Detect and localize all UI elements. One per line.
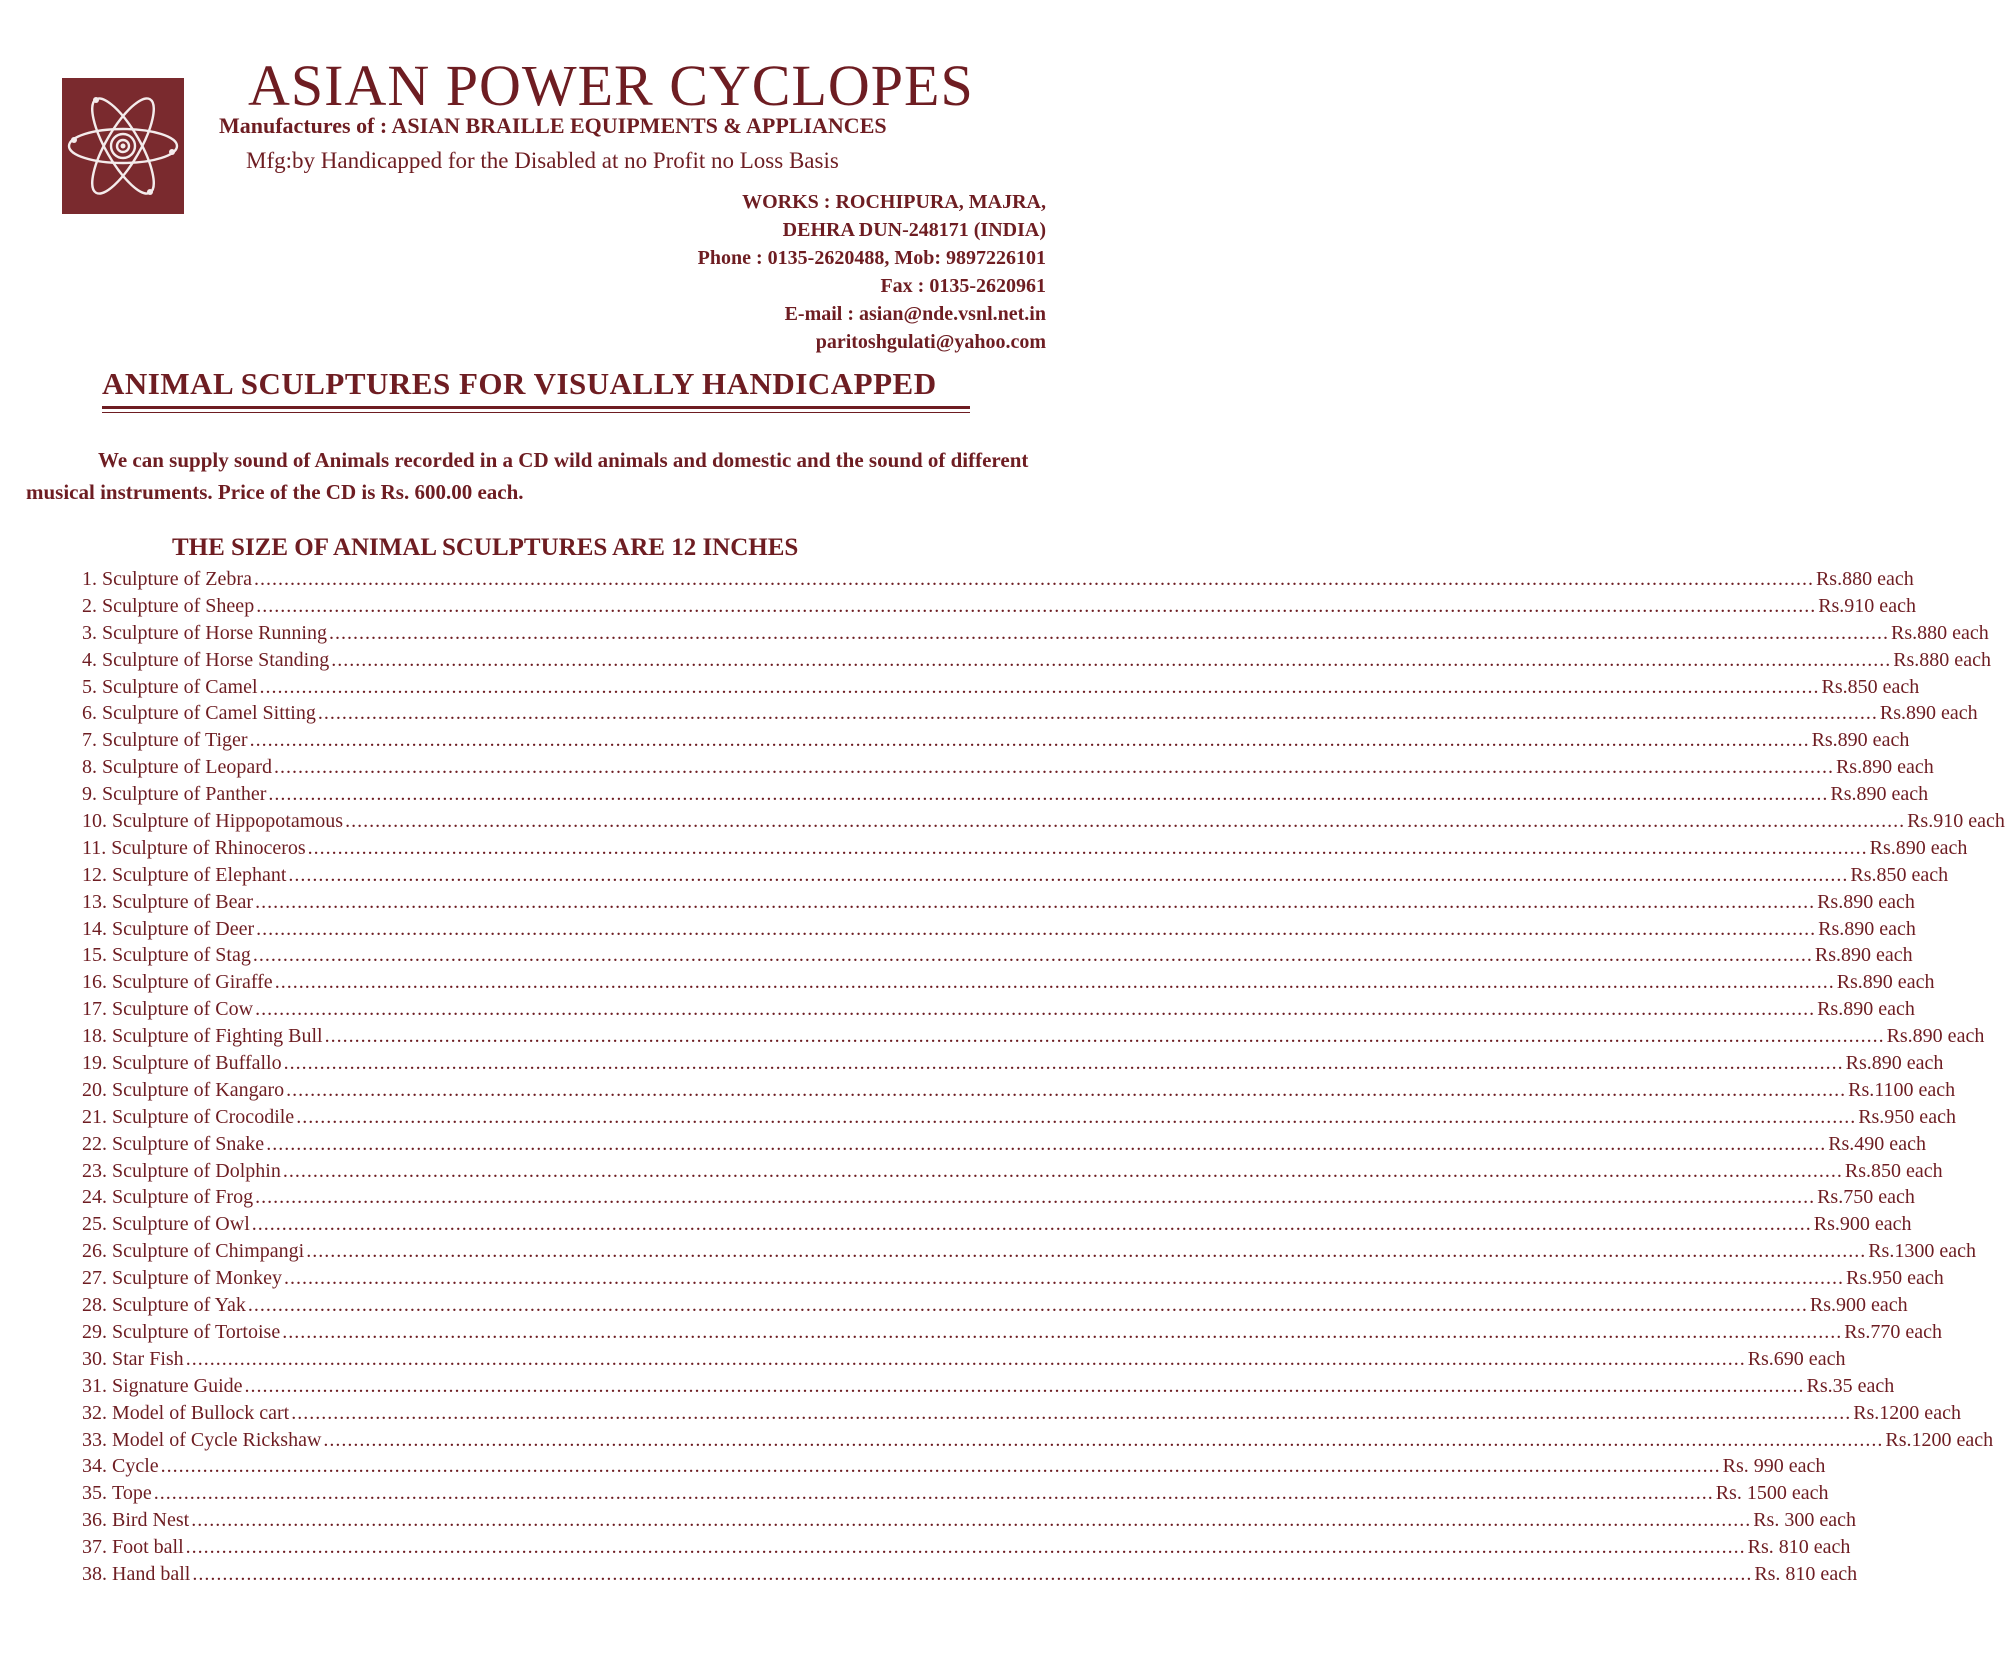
dot-leader: ....................................................................................................................................................................................................................................................................	[259, 675, 1820, 698]
dot-leader: ....................................................................................................................................................................................................................................................................	[283, 1267, 1844, 1290]
item-number: 15.	[82, 944, 107, 967]
list-item	[82, 1534, 1851, 1561]
item-price: Rs.910 each	[1907, 810, 2005, 833]
dot-leader: ....................................................................................................................................................................................................................................................................	[273, 756, 1834, 779]
dot-leader: ....................................................................................................................................................................................................................................................................	[296, 1105, 1857, 1128]
dot-leader: ....................................................................................................................................................................................................................................................................	[266, 1132, 1827, 1155]
list-item	[82, 566, 1914, 593]
dot-leader: ....................................................................................................................................................................................................................................................................	[345, 810, 1906, 833]
dot-leader: ....................................................................................................................................................................................................................................................................	[274, 971, 1835, 994]
item-number: 31.	[82, 1374, 107, 1397]
list-item	[82, 969, 1935, 996]
list-item	[82, 754, 1934, 781]
item-price: Rs.890 each	[1835, 756, 1934, 779]
item-price: Rs. 810 each	[1754, 1562, 1858, 1585]
item-name: Sculpture of Panther	[102, 783, 267, 806]
item-price: Rs.890 each	[1879, 702, 1978, 725]
list-item	[82, 727, 1910, 754]
dot-leader: ....................................................................................................................................................................................................................................................................	[282, 1320, 1843, 1343]
item-name: Sculpture of Elephant	[112, 863, 287, 886]
item-price: Rs.910 each	[1818, 594, 1916, 617]
list-item	[82, 1292, 1908, 1319]
list-item	[82, 889, 1915, 916]
item-price: Rs.750 each	[1817, 1186, 1915, 1209]
dot-leader: ....................................................................................................................................................................................................................................................................	[324, 1025, 1885, 1048]
item-number: 25.	[82, 1213, 107, 1236]
item-number: 35.	[82, 1482, 107, 1505]
item-price: Rs. 300 each	[1753, 1509, 1856, 1532]
dot-leader: ....................................................................................................................................................................................................................................................................	[288, 863, 1849, 886]
item-number: 26.	[82, 1240, 107, 1263]
dot-leader: ....................................................................................................................................................................................................................................................................	[283, 1052, 1844, 1075]
dot-leader: ....................................................................................................................................................................................................................................................................	[255, 890, 1816, 913]
company-name: ASIAN POWER CYCLOPES	[248, 53, 974, 118]
list-item	[82, 1480, 1829, 1507]
item-name: Sculpture of Monkey	[112, 1267, 282, 1290]
item-number: 13.	[82, 890, 107, 913]
list-item	[82, 1050, 1944, 1077]
item-name: Model of Bullock cart	[112, 1401, 290, 1424]
item-price: Rs.35 each	[1806, 1374, 1895, 1397]
item-price: Rs. 810 each	[1747, 1536, 1851, 1559]
item-price: Rs.690 each	[1747, 1347, 1846, 1370]
item-name: Sculpture of Bear	[112, 890, 254, 913]
item-name: Sculpture of Cow	[112, 998, 254, 1021]
item-number: 5.	[82, 675, 97, 698]
item-number: 36.	[82, 1509, 107, 1532]
dot-leader: ....................................................................................................................................................................................................................................................................	[323, 1428, 1884, 1451]
item-name: Sculpture of Tortoise	[112, 1320, 281, 1343]
item-number: 32.	[82, 1401, 107, 1424]
item-number: 1.	[82, 568, 97, 590]
dot-leader: ....................................................................................................................................................................................................................................................................	[317, 702, 1878, 725]
list-item	[82, 1319, 1942, 1346]
dot-leader: ....................................................................................................................................................................................................................................................................	[306, 1240, 1867, 1263]
dot-leader: ....................................................................................................................................................................................................................................................................	[251, 1213, 1812, 1236]
item-number: 38.	[82, 1562, 107, 1585]
email-address-2: paritoshgulati@yahoo.com	[815, 331, 1046, 353]
heading-underline	[102, 406, 970, 409]
list-item	[82, 1104, 1956, 1131]
item-name: Bird Nest	[112, 1509, 190, 1532]
list-item	[82, 700, 1978, 727]
item-number: 6.	[82, 702, 97, 725]
list-item	[82, 647, 1991, 674]
dot-leader: ....................................................................................................................................................................................................................................................................	[328, 621, 1889, 644]
price-list	[82, 566, 2005, 1588]
dot-leader: ....................................................................................................................................................................................................................................................................	[282, 1159, 1843, 1182]
item-number: 12.	[82, 863, 107, 886]
fax-number: Fax : 0135-2620961	[880, 275, 1046, 297]
list-item	[82, 862, 1949, 889]
list-item	[82, 1131, 1926, 1158]
document-heading: ANIMAL SCULPTURES FOR VISUALLY HANDICAPPED	[102, 366, 937, 401]
list-item	[82, 1453, 1826, 1480]
item-price: Rs.890 each	[1836, 971, 1935, 994]
item-name: Sculpture of Leopard	[102, 756, 272, 779]
item-number: 7.	[82, 729, 97, 752]
item-name: Sculpture of Sheep	[102, 594, 255, 617]
atom-logo-graphic	[62, 78, 184, 214]
works-address: WORKS : ROCHIPURA, MAJRA,	[742, 191, 1046, 213]
item-number: 2.	[82, 594, 97, 617]
dot-leader: ....................................................................................................................................................................................................................................................................	[256, 594, 1817, 617]
manufactures-line: Manufactures of : ASIAN BRAILLE EQUIPMENTS & APPLIANCES	[219, 113, 887, 138]
item-number: 30.	[82, 1347, 107, 1370]
list-item	[82, 1507, 1856, 1534]
item-name: Sculpture of Deer	[112, 917, 255, 940]
list-item	[82, 1373, 1895, 1400]
item-name: Star Fish	[112, 1347, 184, 1370]
item-number: 9.	[82, 783, 97, 806]
item-name: Model of Cycle Rickshaw	[112, 1428, 322, 1451]
item-price: Rs.770 each	[1844, 1320, 1942, 1343]
item-price: Rs.900 each	[1809, 1294, 1908, 1317]
item-price: Rs.880 each	[1893, 648, 1991, 671]
item-name: Tope	[112, 1482, 152, 1505]
item-name: Foot ball	[112, 1536, 184, 1559]
list-item	[82, 1158, 1943, 1185]
dot-leader: ....................................................................................................................................................................................................................................................................	[153, 1482, 1714, 1505]
item-number: 17.	[82, 998, 107, 1021]
item-name: Sculpture of Frog	[112, 1186, 254, 1209]
item-price: Rs.1300 each	[1868, 1240, 1976, 1263]
dot-leader: ....................................................................................................................................................................................................................................................................	[160, 1455, 1721, 1478]
item-name: Sculpture of Horse Running	[102, 621, 327, 644]
item-price: Rs.1100 each	[1848, 1078, 1956, 1101]
item-number: 10.	[82, 810, 107, 833]
dot-leader: ....................................................................................................................................................................................................................................................................	[185, 1536, 1746, 1559]
item-price: Rs.1200 each	[1853, 1401, 1961, 1424]
item-price: Rs.890 each	[1830, 783, 1929, 806]
item-number: 4.	[82, 648, 97, 671]
item-name: Sculpture of Kangaro	[112, 1078, 285, 1101]
dot-leader: ....................................................................................................................................................................................................................................................................	[291, 1401, 1852, 1424]
item-name: Sculpture of Stag	[112, 944, 251, 967]
item-price: Rs.880 each	[1890, 621, 1989, 644]
item-number: 23.	[82, 1159, 107, 1182]
item-name: Sculpture of Camel	[102, 675, 258, 698]
item-name: Sculpture of Rhinoceros	[111, 836, 306, 859]
list-item	[82, 674, 1920, 701]
email-address: E-mail : asian@nde.vsnl.net.in	[784, 303, 1046, 325]
item-name: Hand ball	[112, 1562, 191, 1585]
item-name: Sculpture of Tiger	[102, 729, 248, 752]
list-item	[82, 1427, 1994, 1454]
item-number: 18.	[82, 1025, 107, 1048]
item-name: Sculpture of Camel Sitting	[102, 702, 316, 725]
item-number: 34.	[82, 1455, 107, 1478]
dot-leader: ....................................................................................................................................................................................................................................................................	[244, 1374, 1805, 1397]
address-block	[698, 188, 1046, 356]
mfg-by-line: Mfg:by Handicapped for the Disabled at no Profit no Loss Basis	[246, 148, 839, 173]
item-number: 20.	[82, 1078, 107, 1101]
list-item	[82, 942, 1913, 969]
dot-leader: ....................................................................................................................................................................................................................................................................	[286, 1078, 1847, 1101]
item-price: Rs.950 each	[1845, 1267, 1944, 1290]
item-number: 16.	[82, 971, 107, 994]
item-name: Sculpture of Zebra	[102, 568, 252, 590]
item-number: 21.	[82, 1105, 107, 1128]
item-price: Rs.950 each	[1858, 1105, 1956, 1128]
dot-leader: ....................................................................................................................................................................................................................................................................	[185, 1347, 1746, 1370]
dot-leader: ....................................................................................................................................................................................................................................................................	[252, 944, 1813, 967]
intro-paragraph: We can supply sound of Animals recorded in a CD wild animals and domestic and the sound of different musical instruments. Price of the CD is Rs. 600.00 each.	[26, 448, 1029, 504]
item-price: Rs.890 each	[1818, 917, 1916, 940]
item-name: Sculpture of Snake	[112, 1132, 265, 1155]
item-number: 28.	[82, 1294, 107, 1317]
dot-leader: ....................................................................................................................................................................................................................................................................	[249, 729, 1810, 752]
item-number: 14.	[82, 917, 107, 940]
item-price: Rs.850 each	[1844, 1159, 1943, 1182]
item-price: Rs.490 each	[1828, 1132, 1926, 1155]
list-item	[82, 1211, 1912, 1238]
item-name: Sculpture of Chimpangi	[112, 1240, 305, 1263]
item-name: Sculpture of Fighting Bull	[112, 1025, 323, 1048]
item-price: Rs. 1500 each	[1715, 1482, 1829, 1505]
item-price: Rs.890 each	[1817, 890, 1915, 913]
list-item	[82, 916, 1916, 943]
item-number: 11.	[82, 836, 107, 859]
list-item	[82, 1184, 1915, 1211]
item-number: 19.	[82, 1052, 107, 1075]
item-number: 24.	[82, 1186, 107, 1209]
item-price: Rs.890 each	[1845, 1052, 1944, 1075]
dot-leader: ....................................................................................................................................................................................................................................................................	[307, 836, 1868, 859]
item-price: Rs. 990 each	[1722, 1455, 1826, 1478]
size-heading: THE SIZE OF ANIMAL SCULPTURES ARE 12 INCHES	[172, 534, 799, 561]
item-price: Rs.1200 each	[1885, 1428, 1994, 1451]
item-price: Rs.850 each	[1821, 675, 1920, 698]
dot-leader: ....................................................................................................................................................................................................................................................................	[253, 568, 1814, 590]
list-item	[82, 808, 2005, 835]
item-number: 37.	[82, 1536, 107, 1559]
item-number: 33.	[82, 1428, 107, 1451]
item-name: Sculpture of Horse Standing	[102, 648, 330, 671]
list-item	[82, 1561, 1858, 1588]
item-price: Rs.890 each	[1869, 836, 1968, 859]
phone-number: Phone : 0135-2620488, Mob: 9897226101	[697, 247, 1046, 269]
item-number: 3.	[82, 621, 97, 644]
item-number: 27.	[82, 1267, 107, 1290]
item-price: Rs.890 each	[1814, 944, 1913, 967]
list-item	[82, 1238, 1976, 1265]
heading-underline-thin	[102, 412, 970, 413]
dot-leader: ....................................................................................................................................................................................................................................................................	[191, 1509, 1752, 1532]
item-number: 29.	[82, 1320, 107, 1343]
list-item	[82, 1023, 1985, 1050]
dot-leader: ....................................................................................................................................................................................................................................................................	[268, 783, 1829, 806]
item-name: Sculpture of Hippopotamous	[112, 810, 344, 833]
dot-leader: ....................................................................................................................................................................................................................................................................	[247, 1294, 1808, 1317]
item-name: Cycle	[112, 1455, 159, 1478]
dot-leader: ....................................................................................................................................................................................................................................................................	[255, 998, 1816, 1021]
dot-leader: ....................................................................................................................................................................................................................................................................	[331, 648, 1892, 671]
list-item	[82, 1400, 1961, 1427]
dot-leader: ....................................................................................................................................................................................................................................................................	[255, 1186, 1816, 1209]
item-number: 22.	[82, 1132, 107, 1155]
item-name: Sculpture of Owl	[112, 1213, 250, 1236]
list-item	[82, 996, 1915, 1023]
city-address: DEHRA DUN-248171 (INDIA)	[782, 219, 1046, 241]
list-item	[82, 1346, 1846, 1373]
item-name: Sculpture of Giraffe	[112, 971, 273, 994]
item-name: Sculpture of Buffallo	[112, 1052, 282, 1075]
dot-leader: ....................................................................................................................................................................................................................................................................	[192, 1562, 1753, 1585]
list-item	[82, 593, 1916, 620]
item-name: Sculpture of Dolphin	[112, 1159, 281, 1182]
list-item	[82, 1265, 1944, 1292]
list-item	[82, 835, 1968, 862]
atom-logo-icon	[62, 78, 184, 214]
list-item	[82, 781, 1929, 808]
list-item	[82, 620, 1989, 647]
dot-leader: ....................................................................................................................................................................................................................................................................	[256, 917, 1817, 940]
item-price: Rs.890 each	[1811, 729, 1910, 752]
item-price: Rs.900 each	[1813, 1213, 1912, 1236]
item-price: Rs.890 each	[1886, 1025, 1985, 1048]
item-name: Signature Guide	[112, 1374, 243, 1397]
item-price: Rs.850 each	[1850, 863, 1949, 886]
item-name: Sculpture of Crocodile	[112, 1105, 295, 1128]
item-price: Rs.880 each	[1815, 568, 1914, 590]
item-name: Sculpture of Yak	[112, 1294, 246, 1317]
item-price: Rs.890 each	[1817, 998, 1915, 1021]
list-item	[82, 1077, 1956, 1104]
item-number: 8.	[82, 756, 97, 779]
